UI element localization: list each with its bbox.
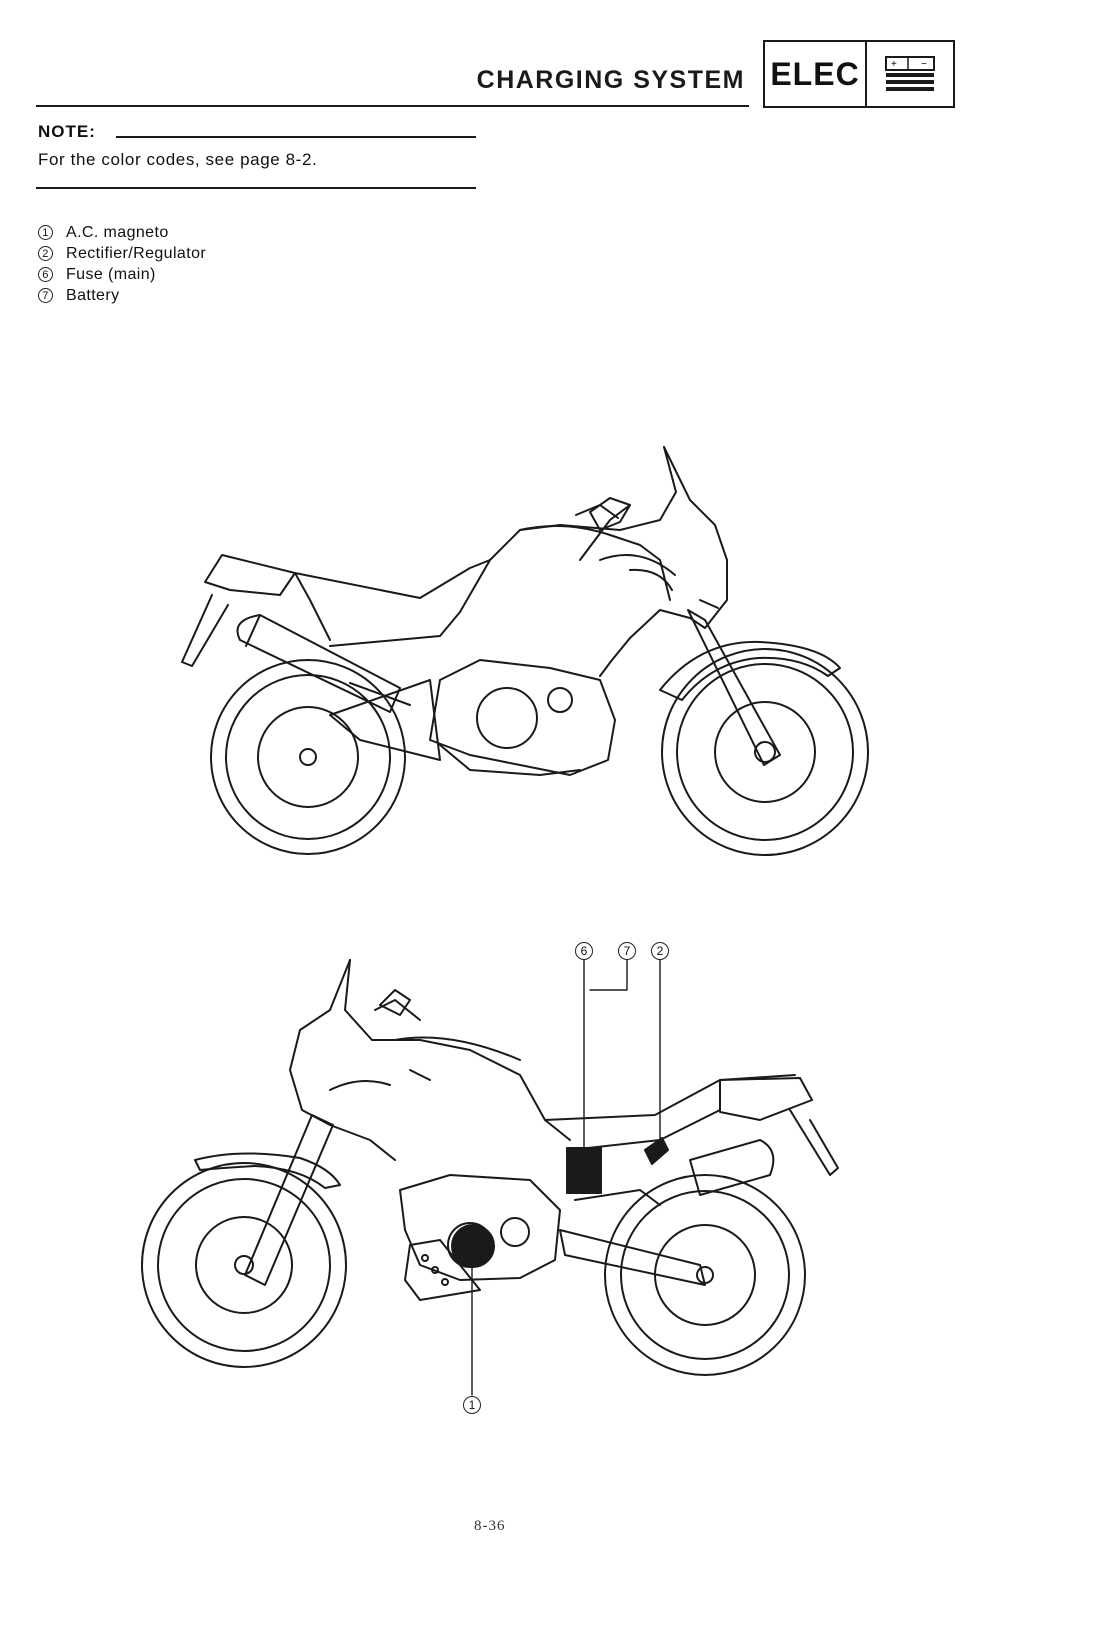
callout-rectifier: 2 — [651, 942, 669, 960]
callout-magneto: 1 — [463, 1396, 481, 1414]
legend-number: 1 — [38, 225, 53, 240]
note-text: For the color codes, see page 8-2. — [38, 150, 318, 169]
legend-label: A.C. magneto — [66, 223, 169, 241]
legend-number: 6 — [38, 267, 53, 282]
page-title: CHARGING SYSTEM — [476, 66, 745, 94]
legend-label: Battery — [66, 286, 120, 304]
svg-text:+: + — [891, 59, 897, 70]
legend-label: Fuse (main) — [66, 265, 156, 283]
note-label: NOTE: — [38, 122, 96, 141]
legend-number: 2 — [38, 246, 53, 261]
legend-number: 7 — [38, 288, 53, 303]
callout-fuse: 6 — [575, 942, 593, 960]
section-code: ELEC — [765, 42, 867, 106]
magneto-marker — [452, 1225, 494, 1267]
legend-label: Rectifier/Regulator — [66, 244, 207, 262]
page-number: 8-36 — [474, 1518, 506, 1534]
battery-fuse-marker — [567, 1148, 601, 1193]
svg-text:−: − — [921, 59, 927, 70]
callout-battery: 7 — [618, 942, 636, 960]
